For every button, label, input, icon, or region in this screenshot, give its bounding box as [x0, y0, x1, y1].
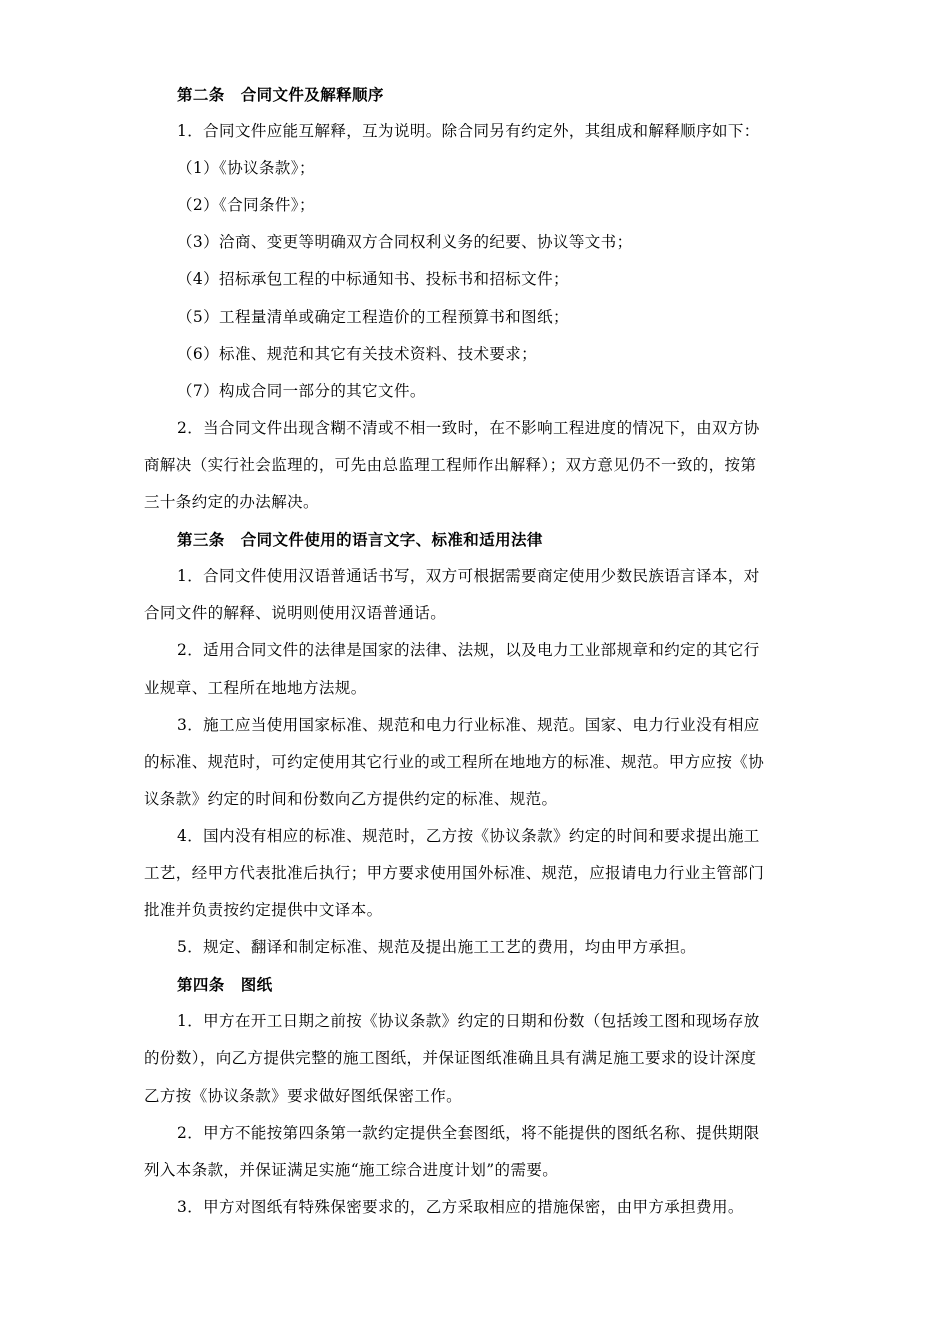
article-2-item-7: （7）构成合同一部分的其它文件。 — [177, 381, 426, 400]
article-2-title: 合同文件及解释顺序 — [240, 85, 384, 104]
document-body — [144, 76, 806, 1226]
article-4-para-1-line-3: 乙方按《协议条款》要求做好图纸保密工作。 — [144, 1086, 463, 1105]
article-4-para-1-line-2: 的份数），向乙方提供完整的施工图纸，并保证图纸准确且具有满足施工要求的设计深度 — [144, 1049, 757, 1068]
article-3-para-4-line-3: 批准并负责按约定提供中文译本。 — [144, 901, 383, 920]
article-2-heading — [144, 76, 806, 113]
article-3-para-3-line-3: 议条款》约定的时间和份数向乙方提供约定的标准、规范。 — [144, 789, 558, 808]
article-2-para-2-line-2: 商解决（实行社会监理的，可先由总监理工程师作出解释）；双方意见仍不一致的，按第 — [144, 455, 757, 474]
article-3-para-4-line-2: 工艺，经甲方代表批准后执行；甲方要求使用国外标准、规范，应报请电力行业主管部门 — [144, 863, 765, 882]
article-2-para-2-line-3: 三十条约定的办法解决。 — [144, 493, 319, 512]
article-3-para-1-line-1: 1．合同文件使用汉语普通话书写，双方可根据需要商定使用少数民族语言译本，对 — [177, 567, 760, 586]
article-2-para-2-line-1: 2．当合同文件出现含糊不清或不相一致时，在不影响工程进度的情况下，由双方协 — [177, 418, 760, 437]
article-2-item-2: （2）《合同条件》； — [177, 196, 315, 215]
article-3-para-1-line-2: 合同文件的解释、说明则使用汉语普通话。 — [144, 604, 447, 623]
article-3-number: 第三条 — [177, 530, 225, 550]
article-3-para-3-line-1: 3．施工应当使用国家标准、规范和电力行业标准、规范。国家、电力行业没有相应 — [177, 715, 760, 734]
article-4-para-2-line-2: 列入本条款，并保证满足实施“施工综合进度计划”的需要。 — [144, 1160, 559, 1179]
article-3-para-4-line-1: 4．国内没有相应的标准、规范时，乙方按《协议条款》约定的时间和要求提出施工 — [177, 826, 760, 845]
article-3-para-5-line-1: 5．规定、翻译和制定标准、规范及提出施工工艺的费用，均由甲方承担。 — [177, 938, 697, 957]
article-2-item-3: （3）洽商、变更等明确双方合同权利义务的纪要、协议等文书； — [177, 233, 633, 252]
article-4-para-3-line-1: 3．甲方对图纸有特殊保密要求的，乙方采取相应的措施保密，由甲方承担费用。 — [177, 1197, 744, 1216]
article-4-title: 图纸 — [240, 975, 273, 995]
article-4-number: 第四条 — [177, 975, 225, 995]
article-4-heading — [144, 966, 806, 1003]
article-4-para-2-line-1: 2．甲方不能按第四条第一款约定提供全套图纸，将不能提供的图纸名称、提供期限 — [177, 1123, 760, 1142]
article-2-item-5: （5）工程量清单或确定工程造价的工程预算书和图纸； — [177, 307, 569, 326]
article-2-item-6: （6）标准、规范和其它有关技术资料、技术要求； — [177, 344, 538, 363]
article-3-para-2-line-1: 2．适用合同文件的法律是国家的法律、法规，以及电力工业部规章和约定的其它行 — [177, 641, 760, 660]
article-2-item-4: （4）招标承包工程的中标通知书、投标书和招标文件； — [177, 270, 569, 289]
article-3-para-2-line-2: 业规章、工程所在地地方法规。 — [144, 678, 367, 697]
article-3-para-3-line-2: 的标准、规范时，可约定使用其它行业的或工程所在地地方的标准、规范。甲方应按《协 — [144, 752, 765, 771]
article-2-para-1: 1．合同文件应能互解释，互为说明。除合同另有约定外，其组成和解释顺序如下： — [177, 122, 760, 141]
article-3-title: 合同文件使用的语言文字、标准和适用法律 — [240, 530, 543, 550]
article-3-heading — [144, 521, 806, 558]
article-2-item-1: （1）《协议条款》； — [177, 159, 315, 178]
article-4-para-1-line-1: 1．甲方在开工日期之前按《协议条款》约定的日期和份数（包括竣工图和现场存放 — [177, 1012, 760, 1031]
article-2-number: 第二条 — [177, 85, 225, 104]
